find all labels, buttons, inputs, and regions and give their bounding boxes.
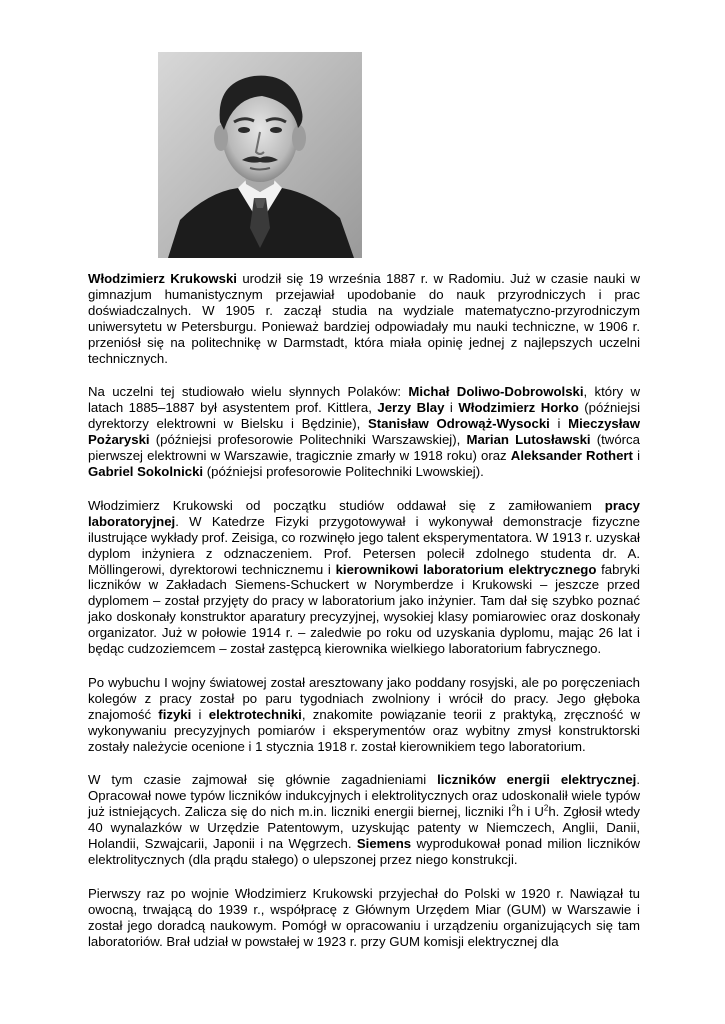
bold-term: Stanisław Odrowąż-Wysocki [367, 416, 550, 432]
portrait-photo [158, 52, 362, 258]
text-run: h i U [515, 804, 544, 820]
paragraph-4 [88, 675, 640, 755]
bold-term: kierownikowi laboratorium elektrycznego [335, 561, 597, 577]
text-run: (późniejsi profesorowie Politechniki Warszawskiej), [149, 432, 467, 448]
bold-term: Siemens [356, 836, 412, 852]
text-run: i [444, 400, 459, 416]
bold-term: Michał Doliwo-Dobrowolski [408, 384, 584, 400]
text-run: urodził się 19 września 1887 r. w Radomiu. Już w czasie nauki w gimnazjum humanistycznym przejawiał upodobanie do nauk przyrodniczych i prac doświadczalnych. W 1905 r. zaczął studia na wydziale matematyczno-przyrodniczym uniwersytetu w Petersburgu. Ponieważ bardziej odpowiadały mu nauki techniczne, w 1906 r. przeniósł się na politechnikę w Darmstadt, która miała opinię jednej z najlepszych uczelni technicznych. [88, 271, 640, 366]
text-run: Włodzimierz Krukowski od początku studiów oddawał się z zamiłowaniem [88, 497, 605, 513]
bold-term: Mieczysław Pożaryski [88, 416, 640, 448]
paragraph-3 [88, 498, 640, 657]
superscript: 2 [511, 803, 516, 813]
text-run: fabryki liczników w Zakładach Siemens-Schuckert w Norymberdze i Krukowski – jeszcze przed dyplomem – został przyjęty do pracy w laboratorium jako inżynier. Tam dał się szybko poznać jako doskonały konstruktor aparatury precyzyjnej, wysokiej klasy pomiarowiec oraz doskonały organizator. Już w połowie 1914 r. – zaledwie po roku od uzyskania dyplomu, mając 26 lat i będąc cudzoziemcem – został zastępcą kierownika wielkiego laboratorium fabrycznego. [88, 561, 640, 657]
text-run: Pierwszy raz po wojnie Włodzimierz Krukowski przyjechał do Polski w 1920 r. Nawiązał tu owocną, trwającą do 1939 r., współpracę z Głównym Urzędem Miar (GUM) w Warszawie i został jego doradcą naukowym. Pomógł w opracowaniu i urządzeniu organizujących się tam laboratoriów. Brał udział w powstałej w 1923 r. przy GUM komisji elektrycznej dla [88, 885, 640, 949]
text-run: , który w latach 1885–1887 był asystentem prof. Kittlera, [88, 384, 640, 416]
superscript: 2 [543, 803, 549, 813]
bold-term: pracy laboratoryjnej [88, 497, 640, 529]
text-run: Na uczelni tej studiowało wielu słynnych Polaków: [88, 384, 409, 400]
text-run: (późniejsi dyrektorzy elektrowni w Bielsku i Będzinie), [88, 400, 641, 432]
bold-term: elektrotechniki [208, 706, 302, 722]
paragraph-1 [88, 271, 640, 366]
paragraph-6 [88, 886, 640, 950]
paragraph-5 [88, 772, 640, 867]
bold-term: liczników energii elektrycznej [437, 772, 637, 788]
bold-term: fizyki [158, 706, 192, 722]
text-run: (twórca pierwszej elektrowni w Warszawie, tragicznie zmarły w 1918 roku) oraz [88, 432, 640, 464]
text-run: i [549, 416, 569, 432]
bold-term: Marian Lutosławski [466, 432, 591, 448]
bold-term: Aleksander Rothert [510, 448, 633, 464]
bold-term: Włodzimierz Krukowski [88, 271, 237, 286]
text-run: i [191, 706, 209, 722]
bold-term: Jerzy Blay [377, 400, 445, 416]
text-run: wyprodukował ponad milion liczników elektrolitycznych (dla prądu stałego) o ulepszonej przez niego konstrukcji. [88, 836, 640, 867]
bold-term: Włodzimierz Horko [458, 400, 579, 416]
text-run: (późniejsi profesorowie Politechniki Lwowskiej). [203, 463, 484, 479]
text-run: h. Zgłosił wtedy 40 wynalazków w Urzędzie Patentowym, uzyskując patenty w Niemczech, Anglii, Danii, Holandii, Szwajcarii, Japonii i na Węgrzech. [88, 804, 641, 852]
text-run: . W Katedrze Fizyki przygotowywał i wykonywał demonstracje fizyczne ilustrujące wykłady prof. Zeisiga, co rozwinęło jego talent eksperymentatora. W 1913 r. uzyskał dyplom inżyniera z odznaczeniem. Prof. Petersen polecił zdolnego studenta dr. A. Möllingerowi, dyrektorowi technicznemu i [88, 513, 640, 577]
article-body [88, 271, 640, 968]
text-run: . Opracował nowe typów liczników indukcyjnych i elektrolitycznych oraz udoskonalił wiele typów już istniejących. Zalicza się do nich m.in. liczniki energii biernej, liczniki I [88, 772, 640, 820]
text-run: , znakomite powiązanie teorii z praktyką, zręczność w wykonywaniu precyzyjnych pomiarów i eksperymentów oraz wybitny zmysł konstruktorski zostały należycie ocenione i 1 stycznia 1918 r. został kierownikiem tego laboratorium. [88, 706, 640, 754]
bold-term: Gabriel Sokolnicki [88, 463, 204, 479]
paragraph-2 [88, 384, 640, 479]
text-run: i [632, 448, 641, 464]
text-run: Po wybuchu I wojny światowej został aresztowany jako poddany rosyjski, ale po poręczeniach kolegów z pracy został po paru tygodniach zwolniony i wrócił do pracy. Jego głęboka znajomość [88, 674, 640, 722]
text-run: W tym czasie zajmował się głównie zagadnieniami [88, 772, 438, 788]
